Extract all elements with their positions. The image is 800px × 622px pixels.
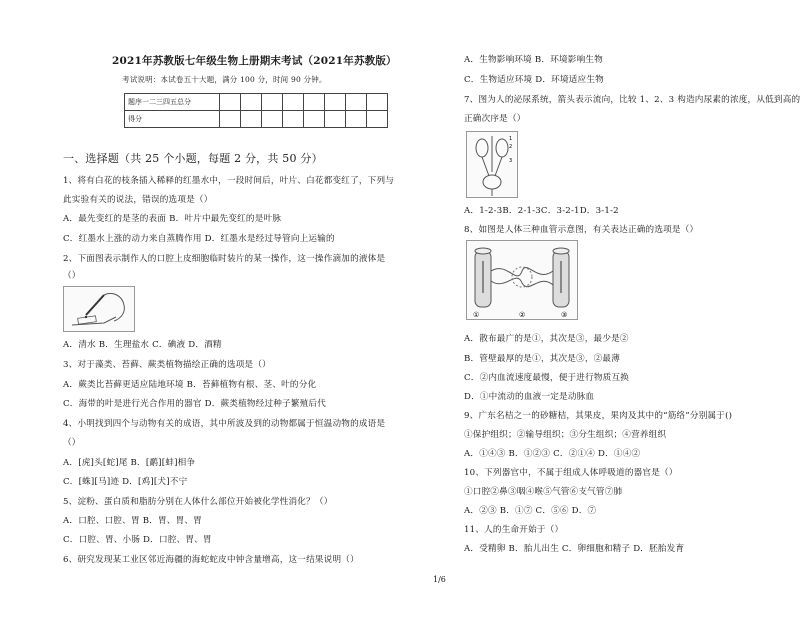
text-line: ①保护组织；②输导组织；③分生组织；④营养组织 [464,430,667,440]
text-line: 9、广东名桔之一的砂糖桔，其果皮，果肉及其中的“筋络”分别属于() [464,411,733,421]
text-line: A．受精卵 B．胎儿出生 C．卵细胞和精子 D．胚胎发育 [464,544,685,554]
text-line: A．[虎]头[蛇]尾 B．[鹬][蚌]相争 [63,458,196,468]
text-line: A．清水 B．生理盐水 C．碘液 D．酒精 [63,340,222,350]
exam-instructions: 考试说明：本试卷五十大题，满分 100 分，时间 90 分钟。 [122,75,327,84]
text-line: 7、图为人的泌尿系统，箭头表示流向，比较 1、2、3 构造内尿素的浓度，从低到高的 [464,95,800,105]
text-line: ①口腔②鼻③咽④喉⑤气管⑥支气管⑦肺 [464,487,623,497]
svg-text:①: ① [473,311,480,319]
blood-vessels-figure [466,240,578,320]
text-line: 4、小明找到四个与动物有关的成语，其中所波及到的动物都属于恒温动物的成语是 [63,419,386,429]
text-line: A．散布最广的是①，其次是③，最少是② [464,334,629,344]
text-line: 8、如图是人体三种血管示意图，有关表达正确的选项是（） [464,225,699,235]
text-line: 6、研究发现某工业区邻近海疆的海蛇蛇皮中钟含量增高，这一结果说明（） [63,555,359,565]
text-line: C．②内血流速度最慢，便于进行物质互换 [464,373,630,383]
svg-text:1: 1 [509,136,513,142]
text-line: 正确次序是（） [464,114,526,124]
text-line: 2、下面图表示制作人的口腔上皮细胞临时装片的某一操作，这一操作滴加的液体是 [63,254,386,264]
text-line: A．蕨类比苔藓更适应陆地环境 B．苔藓植物有根、茎、叶的分化 [63,380,317,390]
text-line: 3、对于藻类、苔藓、蕨类植物描绘正确的选项是（） [63,360,271,370]
score-table-header: 题序一二三四五总分 [125,94,220,111]
text-line: A．②③ B．①⑦ C．⑤⑥ D．⑦ [464,506,597,516]
urinary-system-figure [466,131,518,198]
urinary-system-illustration [467,132,517,197]
text-line: 10、下列器官中，不属于组成人体呼吸道的器官是（） [464,468,678,478]
score-table [124,93,388,128]
text-line: A．口腔、口腔、胃 B．胃、胃、胃 [63,516,202,526]
svg-text:2: 2 [509,144,513,150]
text-line: 5、淀粉、蛋白质和脂肪分别在人体什么部位开始被化学性消化？（） [63,497,333,507]
dropper-illustration [64,287,134,331]
section-heading: 一、选择题（共 25 个小题，每题 2 分，共 50 分） [63,152,323,165]
text-line: A．最先变红的是茎的表面 B．叶片中最先变红的是叶脉 [63,214,282,224]
text-line: C．口腔、胃、小肠 D．口腔、胃、胃 [63,535,212,545]
svg-text:②: ② [519,311,526,319]
text-line: （） [63,271,81,281]
svg-text:3: 3 [509,158,513,164]
text-line: 1、将有白花的枝条插入稀释的红墨水中，一段时间后，叶片、白花都变红了，下列与 [63,176,395,186]
text-line: B．管壁最厚的是①，其次是③，②最薄 [464,354,621,364]
text-line: A．生物影响环境 B．环境影响生物 [464,55,603,65]
exam-title: 2021年苏教版七年级生物上册期末考试（2021年苏教版） [112,55,397,67]
text-line: 此实验有关的说法，错误的选项是（） [63,195,213,205]
svg-text:③: ③ [561,311,568,319]
slide-procedure-figure [63,286,135,332]
page-number: 1/6 [433,575,446,584]
blood-vessels-illustration [467,241,577,319]
text-line: C．海带的叶是进行光合作用的器官 D．蕨类植物经过种子繁殖后代 [63,399,327,409]
text-line: C．[蛛][马]迹 D．[鸡][犬]不宁 [63,477,188,487]
text-line: A．①④③ B．①②③ C．②①④ D．①④② [464,449,641,459]
text-line: （） [63,438,81,448]
text-line: D．①中流动的血液一定是动脉血 [464,392,595,402]
score-table-score-label: 得分 [125,111,220,128]
text-line: C．红墨水上涨的动力来自蒸腾作用 D．红墨水是经过导管向上运输的 [63,234,335,244]
text-line: C．生物适应环境 D．环境适应生物 [464,75,604,85]
text-line: A．1-2-3B．2-1-3C．3-2-1D．3-1-2 [464,206,619,216]
text-line: 11、人的生命开始于（） [464,525,564,535]
